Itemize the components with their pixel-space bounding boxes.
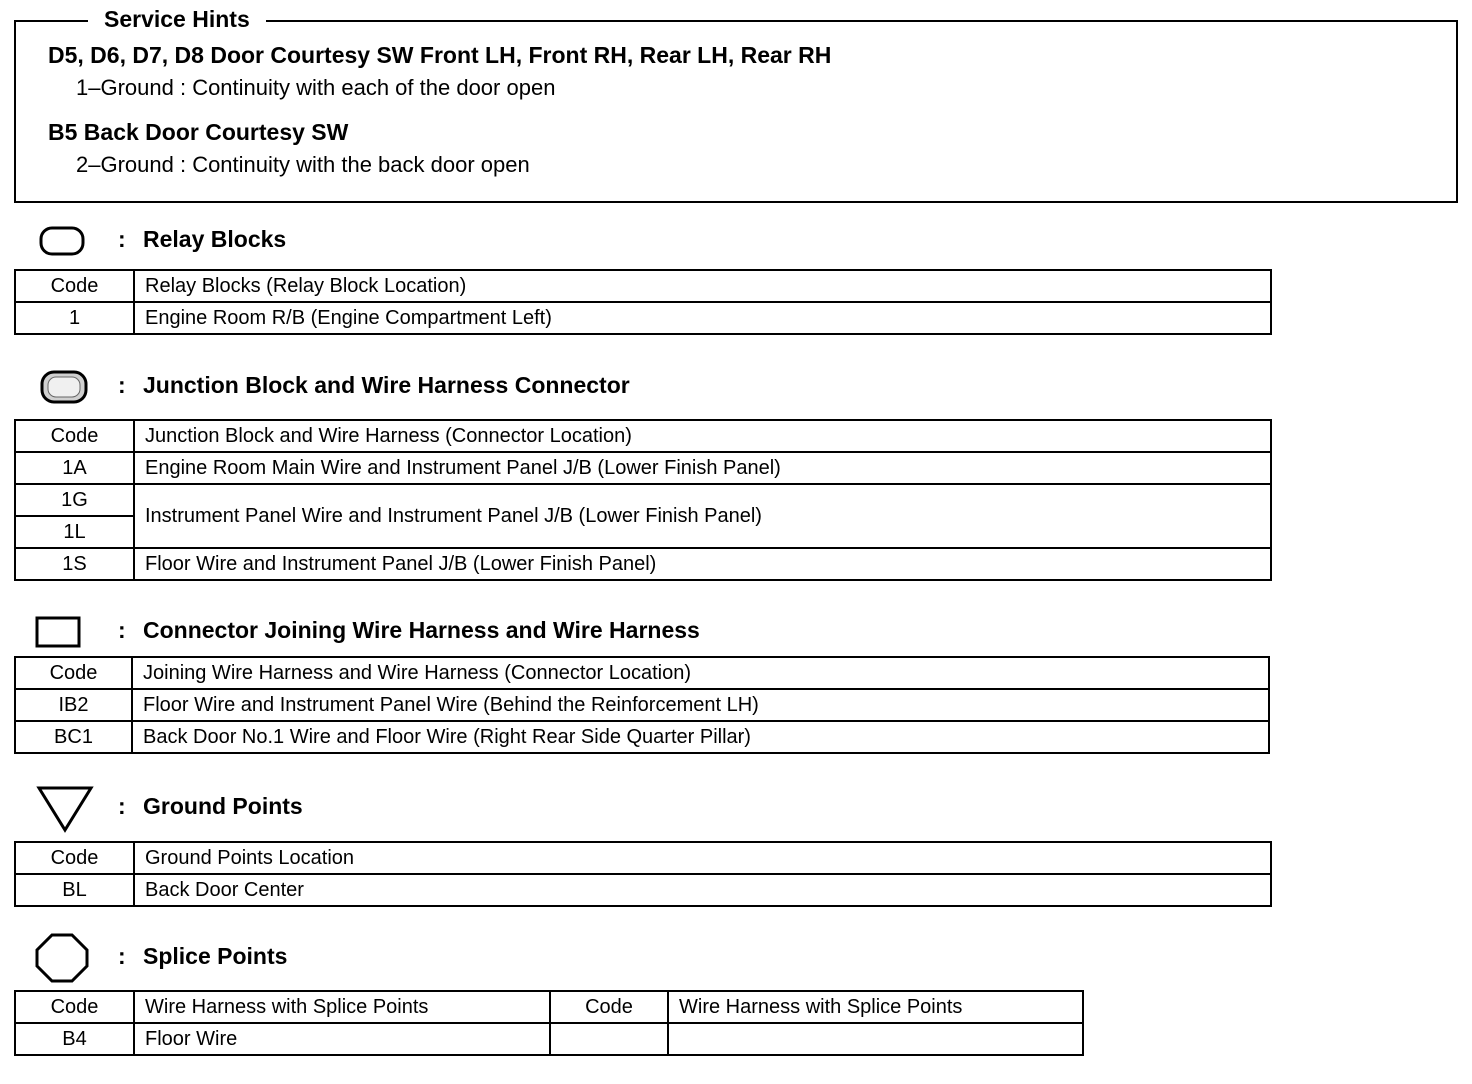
table-row <box>15 302 1271 334</box>
location-header: Joining Wire Harness and Wire Harness (Connector Location) <box>132 657 1269 689</box>
code-header: Code <box>15 842 134 874</box>
ground-points-title: : Ground Points <box>118 793 303 819</box>
code-cell: BL <box>15 874 134 906</box>
table-header-row <box>15 842 1271 874</box>
harness-cell <box>668 1023 1083 1055</box>
code-cell: 1S <box>15 548 134 580</box>
service-hints-title: Service Hints <box>88 6 266 33</box>
hint-heading-door-courtesy: D5, D6, D7, D8 Door Courtesy SW Front LH, Front RH, Rear LH, Rear RH <box>48 42 832 68</box>
table-header-row <box>15 991 1083 1023</box>
code-cell: IB2 <box>15 689 132 721</box>
connector-title: : Connector Joining Wire Harness and Wire Harness <box>118 617 700 643</box>
code-header: Code <box>15 657 132 689</box>
relay-block-icon <box>38 225 86 257</box>
code-cell: B4 <box>15 1023 134 1055</box>
table-row <box>15 689 1269 721</box>
hint-text-back-door: 2–Ground : Continuity with the back door open <box>76 152 530 177</box>
table-row <box>15 484 1271 516</box>
ground-points-table <box>14 841 1272 907</box>
table-row <box>15 874 1271 906</box>
harness-header: Wire Harness with Splice Points <box>668 991 1083 1023</box>
location-cell: Instrument Panel Wire and Instrument Panel J/B (Lower Finish Panel) <box>134 484 1271 548</box>
ground-point-icon <box>36 784 94 834</box>
location-header: Relay Blocks (Relay Block Location) <box>134 270 1271 302</box>
connector-table <box>14 656 1270 754</box>
location-cell: Back Door Center <box>134 874 1271 906</box>
table-row <box>15 548 1271 580</box>
code-header: Code <box>15 270 134 302</box>
junction-block-title: : Junction Block and Wire Harness Connector <box>118 372 630 398</box>
location-header: Junction Block and Wire Harness (Connector Location) <box>134 420 1271 452</box>
hint-heading-back-door: B5 Back Door Courtesy SW <box>48 119 349 145</box>
code-cell: 1 <box>15 302 134 334</box>
location-cell: Engine Room Main Wire and Instrument Panel J/B (Lower Finish Panel) <box>134 452 1271 484</box>
code-cell: BC1 <box>15 721 132 753</box>
table-header-row <box>15 657 1269 689</box>
location-cell: Floor Wire and Instrument Panel J/B (Lower Finish Panel) <box>134 548 1271 580</box>
table-header-row <box>15 420 1271 452</box>
table-header-row <box>15 270 1271 302</box>
table-row <box>15 452 1271 484</box>
location-cell: Back Door No.1 Wire and Floor Wire (Right Rear Side Quarter Pillar) <box>132 721 1269 753</box>
location-cell: Engine Room R/B (Engine Compartment Left) <box>134 302 1271 334</box>
relay-blocks-table <box>14 269 1272 335</box>
splice-points-title: : Splice Points <box>118 943 288 969</box>
code-cell: 1G <box>15 484 134 516</box>
code-cell <box>550 1023 668 1055</box>
location-cell: Floor Wire and Instrument Panel Wire (Behind the Reinforcement LH) <box>132 689 1269 721</box>
location-header: Ground Points Location <box>134 842 1271 874</box>
relay-blocks-title: : Relay Blocks <box>118 226 287 252</box>
hint-text-door-courtesy: 1–Ground : Continuity with each of the door open <box>76 75 556 100</box>
harness-cell: Floor Wire <box>134 1023 550 1055</box>
table-row <box>15 1023 1083 1055</box>
junction-block-icon <box>38 366 92 408</box>
code-cell: 1L <box>15 516 134 548</box>
harness-header: Wire Harness with Splice Points <box>134 991 550 1023</box>
code-cell: 1A <box>15 452 134 484</box>
code-header: Code <box>15 991 134 1023</box>
splice-points-table <box>14 990 1084 1056</box>
connector-icon <box>34 614 84 650</box>
table-row <box>15 721 1269 753</box>
code-header: Code <box>15 420 134 452</box>
code-header: Code <box>550 991 668 1023</box>
splice-point-icon <box>34 932 90 984</box>
junction-block-table <box>14 419 1272 581</box>
